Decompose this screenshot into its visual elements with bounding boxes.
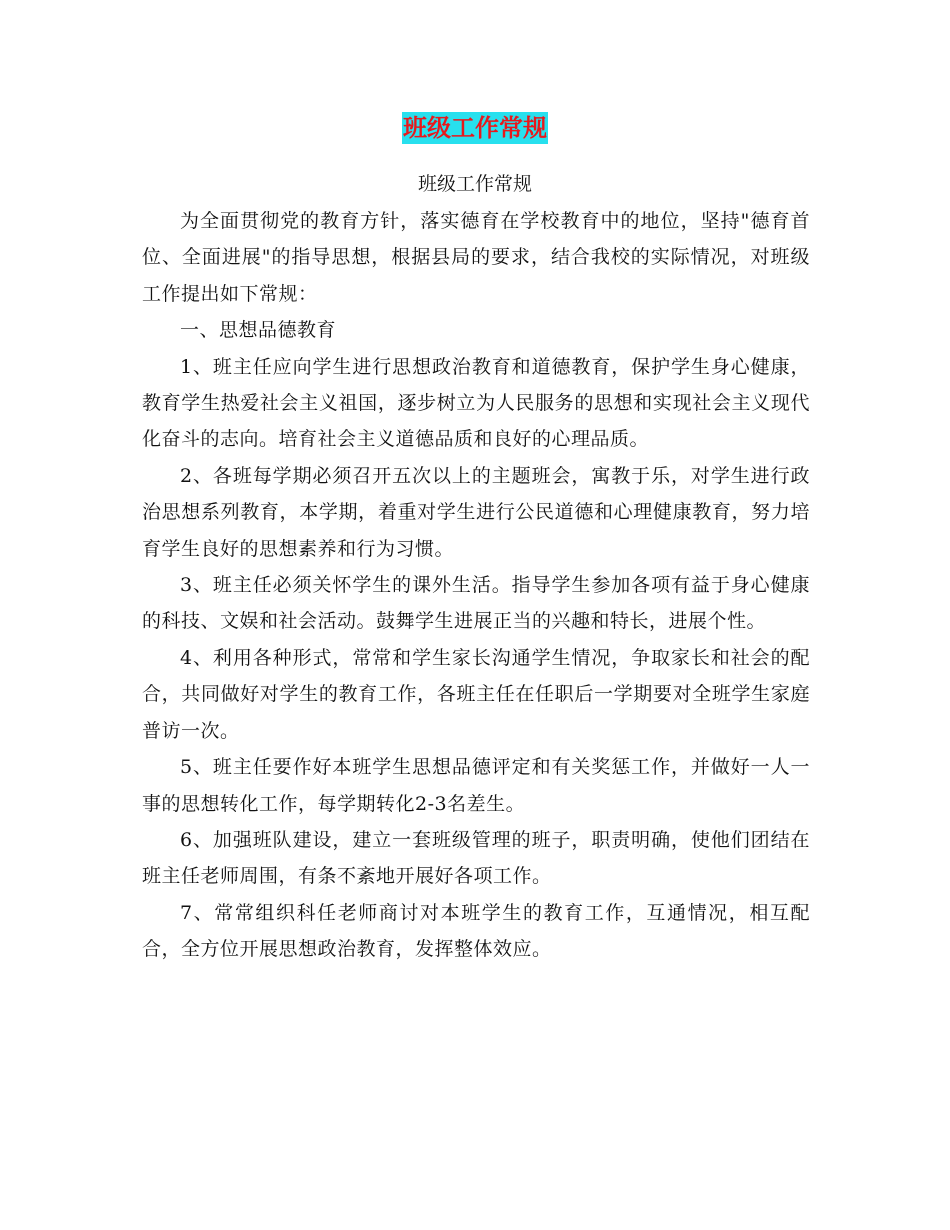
- paragraph-item-7: 7、常常组织科任老师商讨对本班学生的教育工作，互通情况，相互配合，全方位开展思想政治教育，发挥整体效应。: [142, 901, 810, 961]
- paragraph-item-2: 2、各班每学期必须召开五次以上的主题班会，寓教于乐，对学生进行政治思想系列教育，本学期，着重对学生进行公民道德和心理健康教育，努力培育学生良好的思想素养和行为习惯。: [142, 464, 810, 560]
- document-body: [142, 203, 810, 968]
- document-subtitle: 班级工作常规: [417, 173, 532, 195]
- paragraph-item-5: 5、班主任要作好本班学生思想品德评定和有关奖惩工作，并做好一人一事的思想转化工作，每学期转化2-3名差生。: [142, 756, 810, 815]
- paragraph-intro: 为全面贯彻党的教育方针，落实德育在学校教育中的地位，坚持"德育首位、全面进展"的指导思想，根据县局的要求，结合我校的实际情况，对班级工作提出如下常规：: [142, 210, 810, 305]
- paragraph-item-3: 3、班主任必须关怀学生的课外生活。指导学生参加各项有益于身心健康的科技、文娱和社会活动。鼓舞学生进展正当的兴趣和特长，进展个性。: [142, 574, 810, 633]
- section-heading: 一、思想品德教育: [180, 319, 337, 342]
- document-title: 班级工作常规: [403, 113, 547, 142]
- paragraph-item-4: 4、利用各种形式，常常和学生家长沟通学生情况，争取家长和社会的配合，共同做好对学生的教育工作，各班主任在任职后一学期要对全班学生家庭普访一次。: [142, 646, 810, 742]
- title-container: [0, 112, 950, 144]
- paragraph-item-6: 6、加强班队建设，建立一套班级管理的班子，职责明确，使他们团结在班主任老师周围，有条不紊地开展好各项工作。: [142, 828, 810, 888]
- paragraph-item-1: 1、班主任应向学生进行思想政治教育和道德教育，保护学生身心健康，教育学生热爱社会主义祖国，逐步树立为人民服务的思想和实现社会主义现代化奋斗的志向。培育社会主义道德品质和良好的心理品质。: [142, 355, 810, 451]
